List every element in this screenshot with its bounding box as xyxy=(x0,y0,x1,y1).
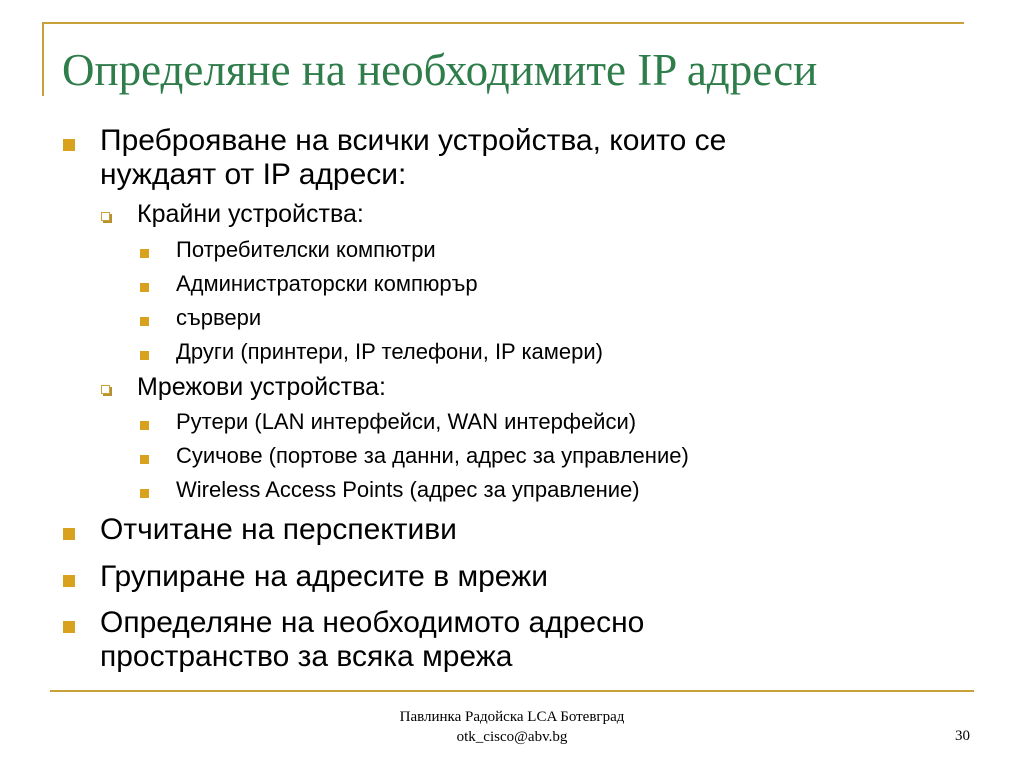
square-bullet-icon xyxy=(140,351,149,360)
square-bullet-icon xyxy=(140,489,149,498)
bullet-text-continuation: нуждаят от IP адреси: xyxy=(100,158,407,191)
sub-sub-bullet-text: Суичове (портове за данни, адрес за управление) xyxy=(176,443,689,468)
square-bullet-icon xyxy=(63,528,75,540)
bullet-text: Преброяване на всички устройства, които се xyxy=(100,124,727,157)
title-frame-left-rule xyxy=(42,22,44,96)
sub-bullet-text: Мрежови устройства: xyxy=(137,373,386,401)
sub-bullet-text: Крайни устройства: xyxy=(137,200,364,228)
sub-sub-bullet-text: Администраторски компюрър xyxy=(176,271,478,296)
box-bullet-icon xyxy=(101,212,110,221)
page-number: 30 xyxy=(955,728,970,744)
sub-sub-bullet-text: Рутери (LAN интерфейси, WAN интерфейси) xyxy=(176,409,637,434)
title-frame-top-rule xyxy=(42,22,964,24)
square-bullet-icon xyxy=(63,621,75,633)
bullet-text: Отчитане на перспективи xyxy=(100,513,457,546)
square-bullet-icon xyxy=(140,317,149,326)
footer-rule xyxy=(50,690,974,692)
square-bullet-icon xyxy=(63,575,75,587)
square-bullet-icon xyxy=(140,249,149,258)
box-bullet-icon xyxy=(101,385,110,394)
sub-sub-bullet-text: Потребителски компютри xyxy=(176,237,436,262)
slide-title: Определяне на необходимите IP адреси xyxy=(62,45,818,95)
sub-sub-bullet-text: сървери xyxy=(176,305,262,330)
square-bullet-icon xyxy=(140,283,149,292)
sub-sub-bullet-text: Други (принтери, IP телефони, IP камери) xyxy=(176,339,604,364)
sub-sub-bullet-text: Wireless Access Points (адрес за управление) xyxy=(176,477,640,502)
bullet-text: Групиране на адресите в мрежи xyxy=(100,560,548,593)
bullet-text: Определяне на необходимото адресно xyxy=(100,606,645,639)
bullet-text-continuation: пространство за всяка мрежа xyxy=(100,640,513,673)
square-bullet-icon xyxy=(63,139,75,151)
square-bullet-icon xyxy=(140,421,149,430)
square-bullet-icon xyxy=(140,455,149,464)
footer-email: otk_cisco@abv.bg xyxy=(456,729,568,745)
footer-author: Павлинка Радойска LCA Ботевград xyxy=(399,709,625,725)
